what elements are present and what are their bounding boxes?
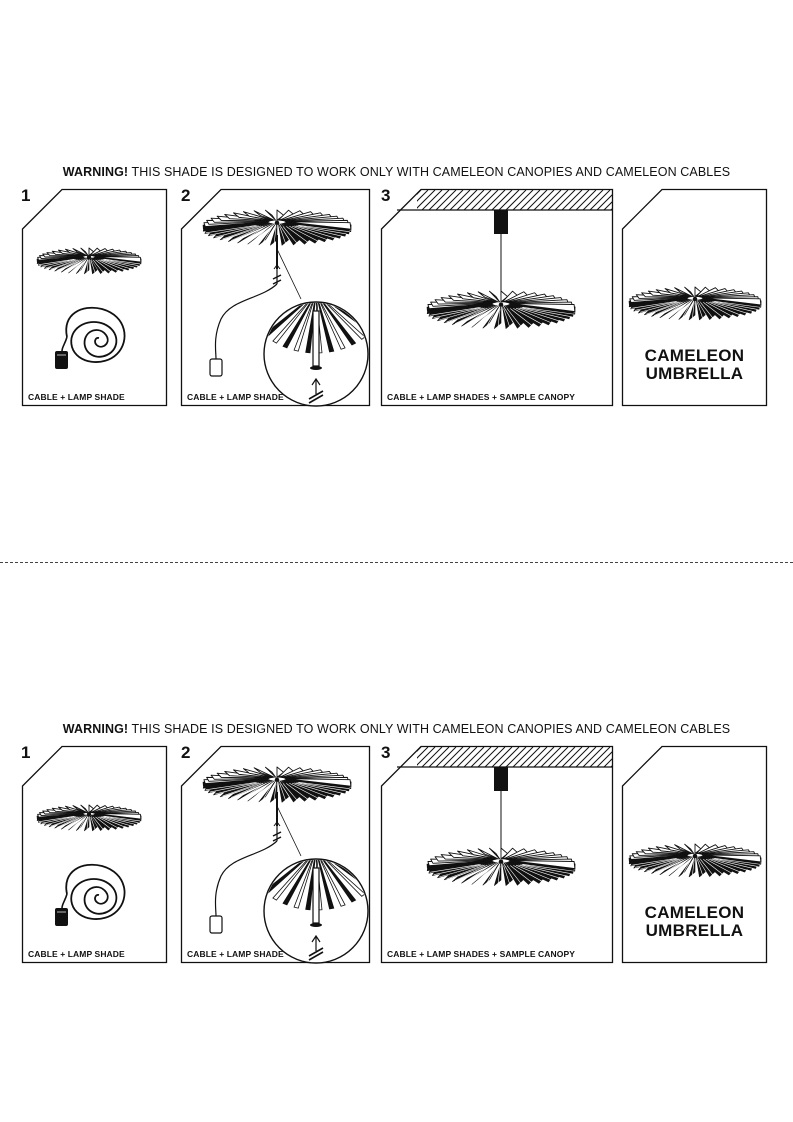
warning-text: THIS SHADE IS DESIGNED TO WORK ONLY WITH CAMELEON CANOPIES AND CAMELEON CABLES [128,722,731,736]
step-number-3: 3 [381,186,391,205]
warning-line [0,722,793,736]
brand-name [622,347,767,383]
step-2-panel [181,189,370,406]
brand-name [622,904,767,940]
detail-magnifier-icon [244,844,387,963]
step-1-caption: CABLE + LAMP SHADE [28,392,125,402]
instruction-sheet-top [0,165,793,465]
canopy-icon [494,767,508,791]
product-panel [622,189,767,406]
step-2-frame [181,746,370,963]
step-3-frame [381,189,613,406]
brand-line-2: UMBRELLA [645,921,744,940]
lamp-shade-icon [629,287,761,320]
lamp-shade-icon [427,291,575,329]
lamp-shade-icon [37,805,141,831]
product-panel [622,746,767,963]
warning-label: WARNING! [62,722,129,736]
step-3-caption: CABLE + LAMP SHADES + SAMPLE CANOPY [387,392,576,402]
ceiling-hatch-icon [397,190,638,210]
step-3-frame [381,746,613,963]
step-1-panel [22,189,167,406]
step-number-3: 3 [381,743,391,762]
step-2-caption: CABLE + LAMP SHADE [187,949,284,959]
step-number-2: 2 [181,186,191,205]
step-number-2: 2 [181,743,191,762]
instruction-sheet-bottom [0,722,793,1022]
lamp-shade-icon [427,848,575,886]
step-2-frame [181,189,370,406]
coiled-cable-icon [55,308,125,369]
step-3-panel [381,189,613,406]
warning-text: THIS SHADE IS DESIGNED TO WORK ONLY WITH CAMELEON CANOPIES AND CAMELEON CABLES [128,165,731,179]
canopy-icon [494,210,508,234]
step-1-panel [22,746,167,963]
step-3-panel [381,746,613,963]
lamp-shade-icon [37,248,141,274]
step-3-caption: CABLE + LAMP SHADES + SAMPLE CANOPY [387,949,576,959]
detail-magnifier-icon [244,287,387,406]
step-2-caption: CABLE + LAMP SHADE [187,392,284,402]
step-1-caption: CABLE + LAMP SHADE [28,949,125,959]
cut-line [0,562,793,563]
step-1-frame [22,189,167,406]
step-2-panel [181,746,370,963]
lamp-shade-icon [629,844,761,877]
brand-line-2: UMBRELLA [645,364,744,383]
step-number-1: 1 [21,186,31,205]
ceiling-hatch-icon [397,747,638,767]
step-1-frame [22,746,167,963]
step-number-1: 1 [21,743,31,762]
coiled-cable-icon [55,865,125,926]
brand-line-1: CAMELEON [644,346,745,365]
brand-line-1: CAMELEON [644,903,745,922]
warning-label: WARNING! [62,165,129,179]
warning-line [0,165,793,179]
